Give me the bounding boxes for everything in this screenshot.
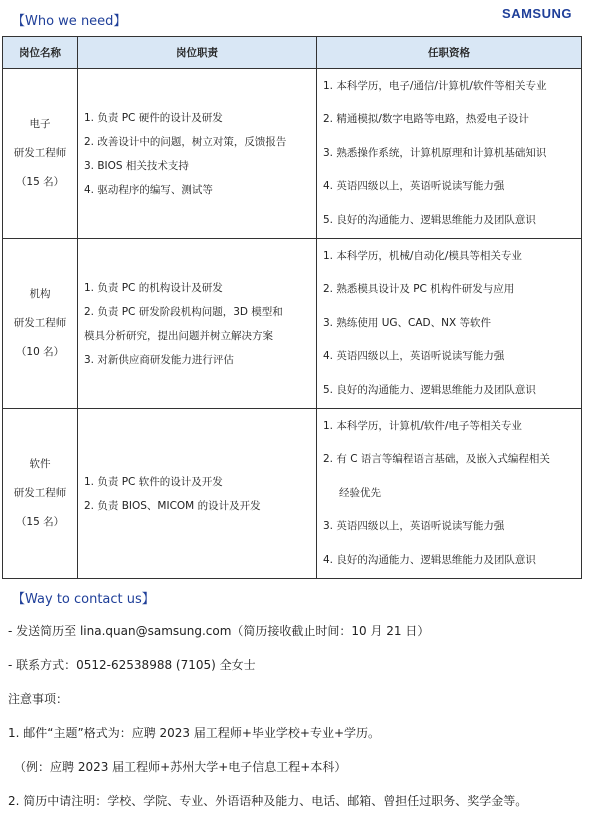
note-resume-details: 2. 简历中请注明：学校、学院、专业、外语语种及能力、电话、邮箱、曾担任过职务、奖学金等。 [8, 794, 528, 808]
position-title: 研发工程师 [13, 317, 67, 329]
table-row [3, 69, 582, 239]
duty-item: 3. 对新供应商研发能力进行评估 [84, 353, 234, 366]
column-header-requirements: 任职资格 [317, 37, 582, 69]
requirement-item: 4. 良好的沟通能力、逻辑思维能力及团队意识 [323, 553, 536, 566]
phone-contact: - 联系方式：0512-62538988 (7105) 全女士 [8, 658, 256, 672]
requirement-item: 1. 本科学历，机械/自动化/模具等相关专业 [323, 249, 522, 262]
note-subject-format: 1. 邮件“主题”格式为：应聘 2023 届工程师+毕业学校+专业+学历。 [8, 726, 381, 740]
requirements-cell [317, 409, 582, 579]
position-title: 研发工程师 [13, 147, 67, 159]
contact-us-heading: 【Way to contact us】 [12, 592, 155, 607]
requirements-cell [317, 239, 582, 409]
who-we-need-heading: 【Who we need】 [12, 14, 127, 29]
column-header-duties: 岗位职责 [78, 37, 317, 69]
note-subject-example: （例：应聘 2023 届工程师+苏州大学+电子信息工程+本科） [14, 760, 347, 774]
requirement-item: 1. 本科学历，计算机/软件/电子等相关专业 [323, 419, 522, 432]
duty-item: 模具分析研究，提出问题并树立解决方案 [84, 329, 273, 342]
position-name: 电子 [29, 118, 51, 130]
notes-title: 注意事项： [8, 692, 69, 706]
requirements-cell [317, 69, 582, 239]
position-count: （15 名） [15, 176, 65, 188]
duty-item: 2. 负责 BIOS、MICOM 的设计及开发 [84, 499, 261, 512]
duty-item: 3. BIOS 相关技术支持 [84, 159, 189, 172]
position-count: （10 名） [15, 346, 65, 358]
requirement-item: 2. 有 C 语言等编程语言基础，及嵌入式编程相关 [323, 453, 550, 466]
column-header-position: 岗位名称 [3, 37, 78, 69]
requirement-item: 4. 英语四级以上，英语听说读写能力强 [323, 180, 505, 193]
duties-cell [78, 69, 317, 239]
duty-item: 2. 负责 PC 研发阶段机构问题，3D 模型和 [84, 305, 283, 318]
requirement-item: 3. 熟悉操作系统，计算机原理和计算机基础知识 [323, 146, 547, 159]
duty-item: 1. 负责 PC 的机构设计及研发 [84, 281, 223, 294]
table-row [3, 239, 582, 409]
table-row [3, 409, 582, 579]
position-cell [3, 409, 78, 579]
email-instruction: - 发送简历至 lina.quan@samsung.com（简历接收截止时间：10 月 21 日） [8, 624, 430, 638]
samsung-logo: SAMSUNG [502, 6, 572, 21]
duty-item: 1. 负责 PC 软件的设计及开发 [84, 475, 223, 488]
position-name: 软件 [29, 458, 51, 470]
position-count: （15 名） [15, 516, 65, 528]
requirement-item: 2. 熟悉模具设计及 PC 机构件研发与应用 [323, 283, 515, 296]
position-name: 机构 [29, 288, 51, 300]
position-title: 研发工程师 [13, 487, 67, 499]
duty-item: 1. 负责 PC 硬件的设计及研发 [84, 111, 223, 124]
job-positions-table [2, 36, 582, 579]
requirement-item: 2. 精通模拟/数字电路等电路，热爱电子设计 [323, 113, 529, 126]
position-cell [3, 69, 78, 239]
duties-cell [78, 409, 317, 579]
requirement-item-continued: 经验优先 [339, 486, 381, 499]
requirement-item: 5. 良好的沟通能力、逻辑思维能力及团队意识 [323, 213, 536, 226]
duties-cell [78, 239, 317, 409]
requirement-item: 4. 英语四级以上，英语听说读写能力强 [323, 350, 505, 363]
requirement-item: 3. 熟练使用 UG、CAD、NX 等软件 [323, 316, 491, 329]
requirement-item: 3. 英语四级以上，英语听说读写能力强 [323, 520, 505, 533]
requirement-item: 1. 本科学历，电子/通信/计算机/软件等相关专业 [323, 79, 547, 92]
position-cell [3, 239, 78, 409]
table-header-row [3, 37, 582, 69]
requirement-item: 5. 良好的沟通能力、逻辑思维能力及团队意识 [323, 383, 536, 396]
duty-item: 4. 驱动程序的编写、测试等 [84, 183, 213, 196]
duty-item: 2. 改善设计中的问题，树立对策，反馈报告 [84, 135, 287, 148]
